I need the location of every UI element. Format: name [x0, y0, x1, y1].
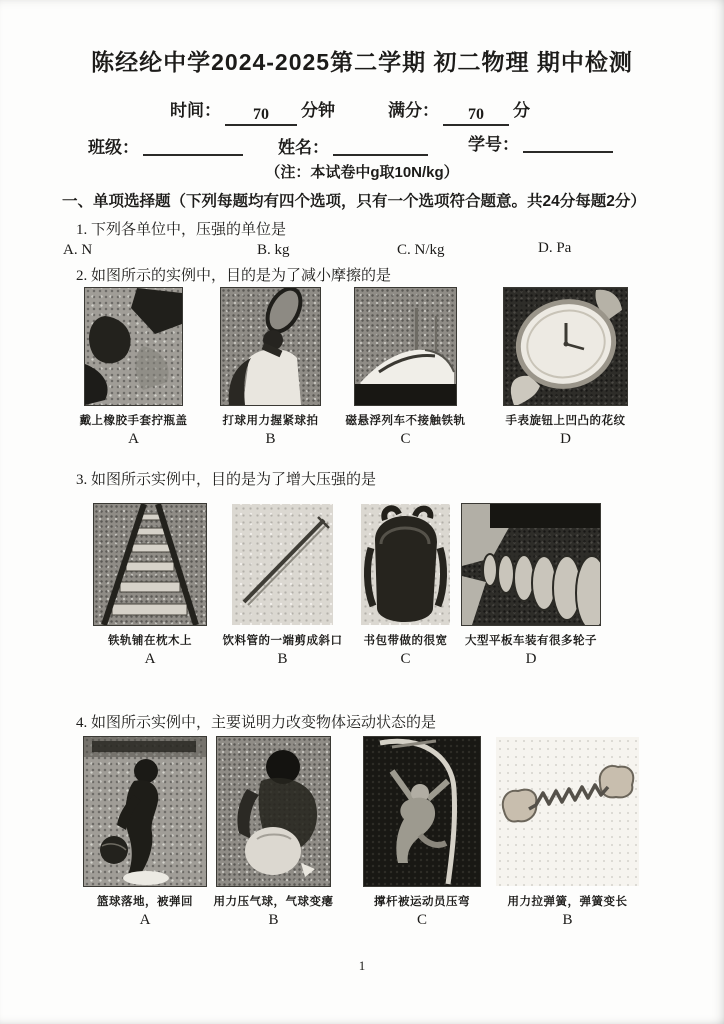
q2-figure-c [345, 288, 466, 448]
balloon-press-photo [217, 737, 330, 886]
q3-figure-c [361, 504, 450, 668]
q4-figure-a [84, 737, 206, 929]
q4-caption-d: 用力拉弹簧，弹簧变长 [507, 896, 628, 908]
time-value: 70 [253, 106, 269, 123]
q2-figure-a [79, 288, 188, 448]
class-blank [143, 135, 243, 156]
q4-caption-a: 篮球落地，被弹回 [97, 896, 193, 908]
q4-letter-c: C [416, 912, 427, 928]
wide-backpack-strap-photo [361, 504, 450, 625]
q2-letter-d: D [560, 431, 571, 447]
q1-option-c: C. N/kg [397, 242, 445, 258]
section1-heading: 一、单项选择题（下列每题均有四个选项，只有一个选项符合题意。共24分每题2分） [62, 193, 646, 210]
q3-letter-d: D [525, 651, 537, 667]
q3-caption-a: 铁轨铺在枕木上 [108, 635, 192, 647]
q4-letter-b: B [268, 912, 279, 928]
q2-letter-b: B [265, 431, 276, 447]
watch-knob-photo [504, 288, 627, 405]
q4-caption-b: 用力压气球，气球变瘪 [213, 896, 334, 908]
q4-figure-d [496, 737, 639, 929]
q4-text: 4. 如图所示实例中，主要说明力改变物体运动状态的是 [76, 715, 437, 731]
name-blank [333, 135, 428, 156]
q4-caption-c: 撑杆被运动员压弯 [374, 896, 470, 908]
q2-text: 2. 如图所示的实例中，目的是为了减小摩擦的是 [76, 268, 392, 284]
score-label: 满分： [388, 101, 439, 120]
tennis-racket-grip-photo [221, 288, 320, 405]
q2-letter-a: A [128, 431, 139, 447]
q4-letter-a: A [139, 912, 151, 928]
pole-vault-bend-photo [364, 737, 480, 886]
q1-option-b: B. kg [257, 242, 290, 258]
page-number: 1 [358, 958, 366, 973]
gravity-note: （注：本试卷中g取10N/kg） [265, 164, 459, 181]
straw-angled-cut-photo [232, 504, 333, 625]
class-label: 班级： [88, 138, 139, 157]
q2-caption-a: 戴上橡胶手套拧瓶盖 [79, 415, 188, 427]
q2-letter-c: C [400, 431, 411, 447]
q3-caption-d: 大型平板车装有很多轮子 [465, 635, 597, 647]
q3-figure-a [94, 504, 206, 668]
score-value: 70 [468, 106, 484, 123]
q1-text: 1. 下列各单位中，压强的单位是 [76, 222, 287, 238]
time-label: 时间： [170, 101, 221, 120]
time-unit: 分钟 [301, 101, 335, 120]
q3-letter-b: B [277, 651, 288, 667]
score-value-underline [443, 105, 509, 126]
q4-figure-c [364, 737, 480, 929]
q2-figure-b [221, 288, 320, 448]
score-field [388, 96, 530, 126]
spring-stretch-photo [496, 737, 639, 886]
q2-caption-c: 磁悬浮列车不接触铁轨 [345, 415, 466, 427]
q3-caption-c: 书包带做的很宽 [363, 635, 448, 647]
q2-caption-b: 打球用力握紧球拍 [222, 415, 319, 427]
q3-letter-a: A [144, 651, 156, 667]
q3-text: 3. 如图所示实例中，目的是为了增大压强的是 [76, 472, 377, 488]
q1-option-a: A. N [63, 242, 93, 258]
time-field [170, 96, 335, 126]
class-field [88, 133, 243, 158]
rubber-gloves-jar-photo [85, 288, 182, 405]
student-id-field [468, 130, 613, 155]
q4-figure-b [213, 737, 334, 929]
q3-figure-b [222, 504, 343, 668]
score-unit: 分 [513, 101, 530, 120]
q3-figure-d [462, 504, 600, 668]
student-id-blank [523, 132, 613, 153]
basketball-bounce-photo [84, 737, 206, 886]
q2-figure-d [504, 288, 627, 448]
time-value-underline [225, 105, 297, 126]
student-id-label: 学号： [468, 135, 519, 154]
name-label: 姓名： [278, 138, 329, 157]
name-field [278, 133, 428, 158]
flatbed-many-wheels-photo [462, 504, 600, 625]
q3-letter-c: C [400, 651, 411, 667]
q3-caption-b: 饮料管的一端剪成斜口 [222, 635, 343, 647]
rail-sleepers-photo [94, 504, 206, 625]
q4-letter-d: B [562, 912, 573, 928]
q1-option-d: D. Pa [538, 240, 572, 256]
q2-caption-d: 手表旋钮上凹凸的花纹 [505, 415, 626, 427]
page-title: 陈经纶中学2024-2025第二学期 初二物理 期中检测 [91, 49, 633, 75]
maglev-train-photo [355, 288, 456, 405]
